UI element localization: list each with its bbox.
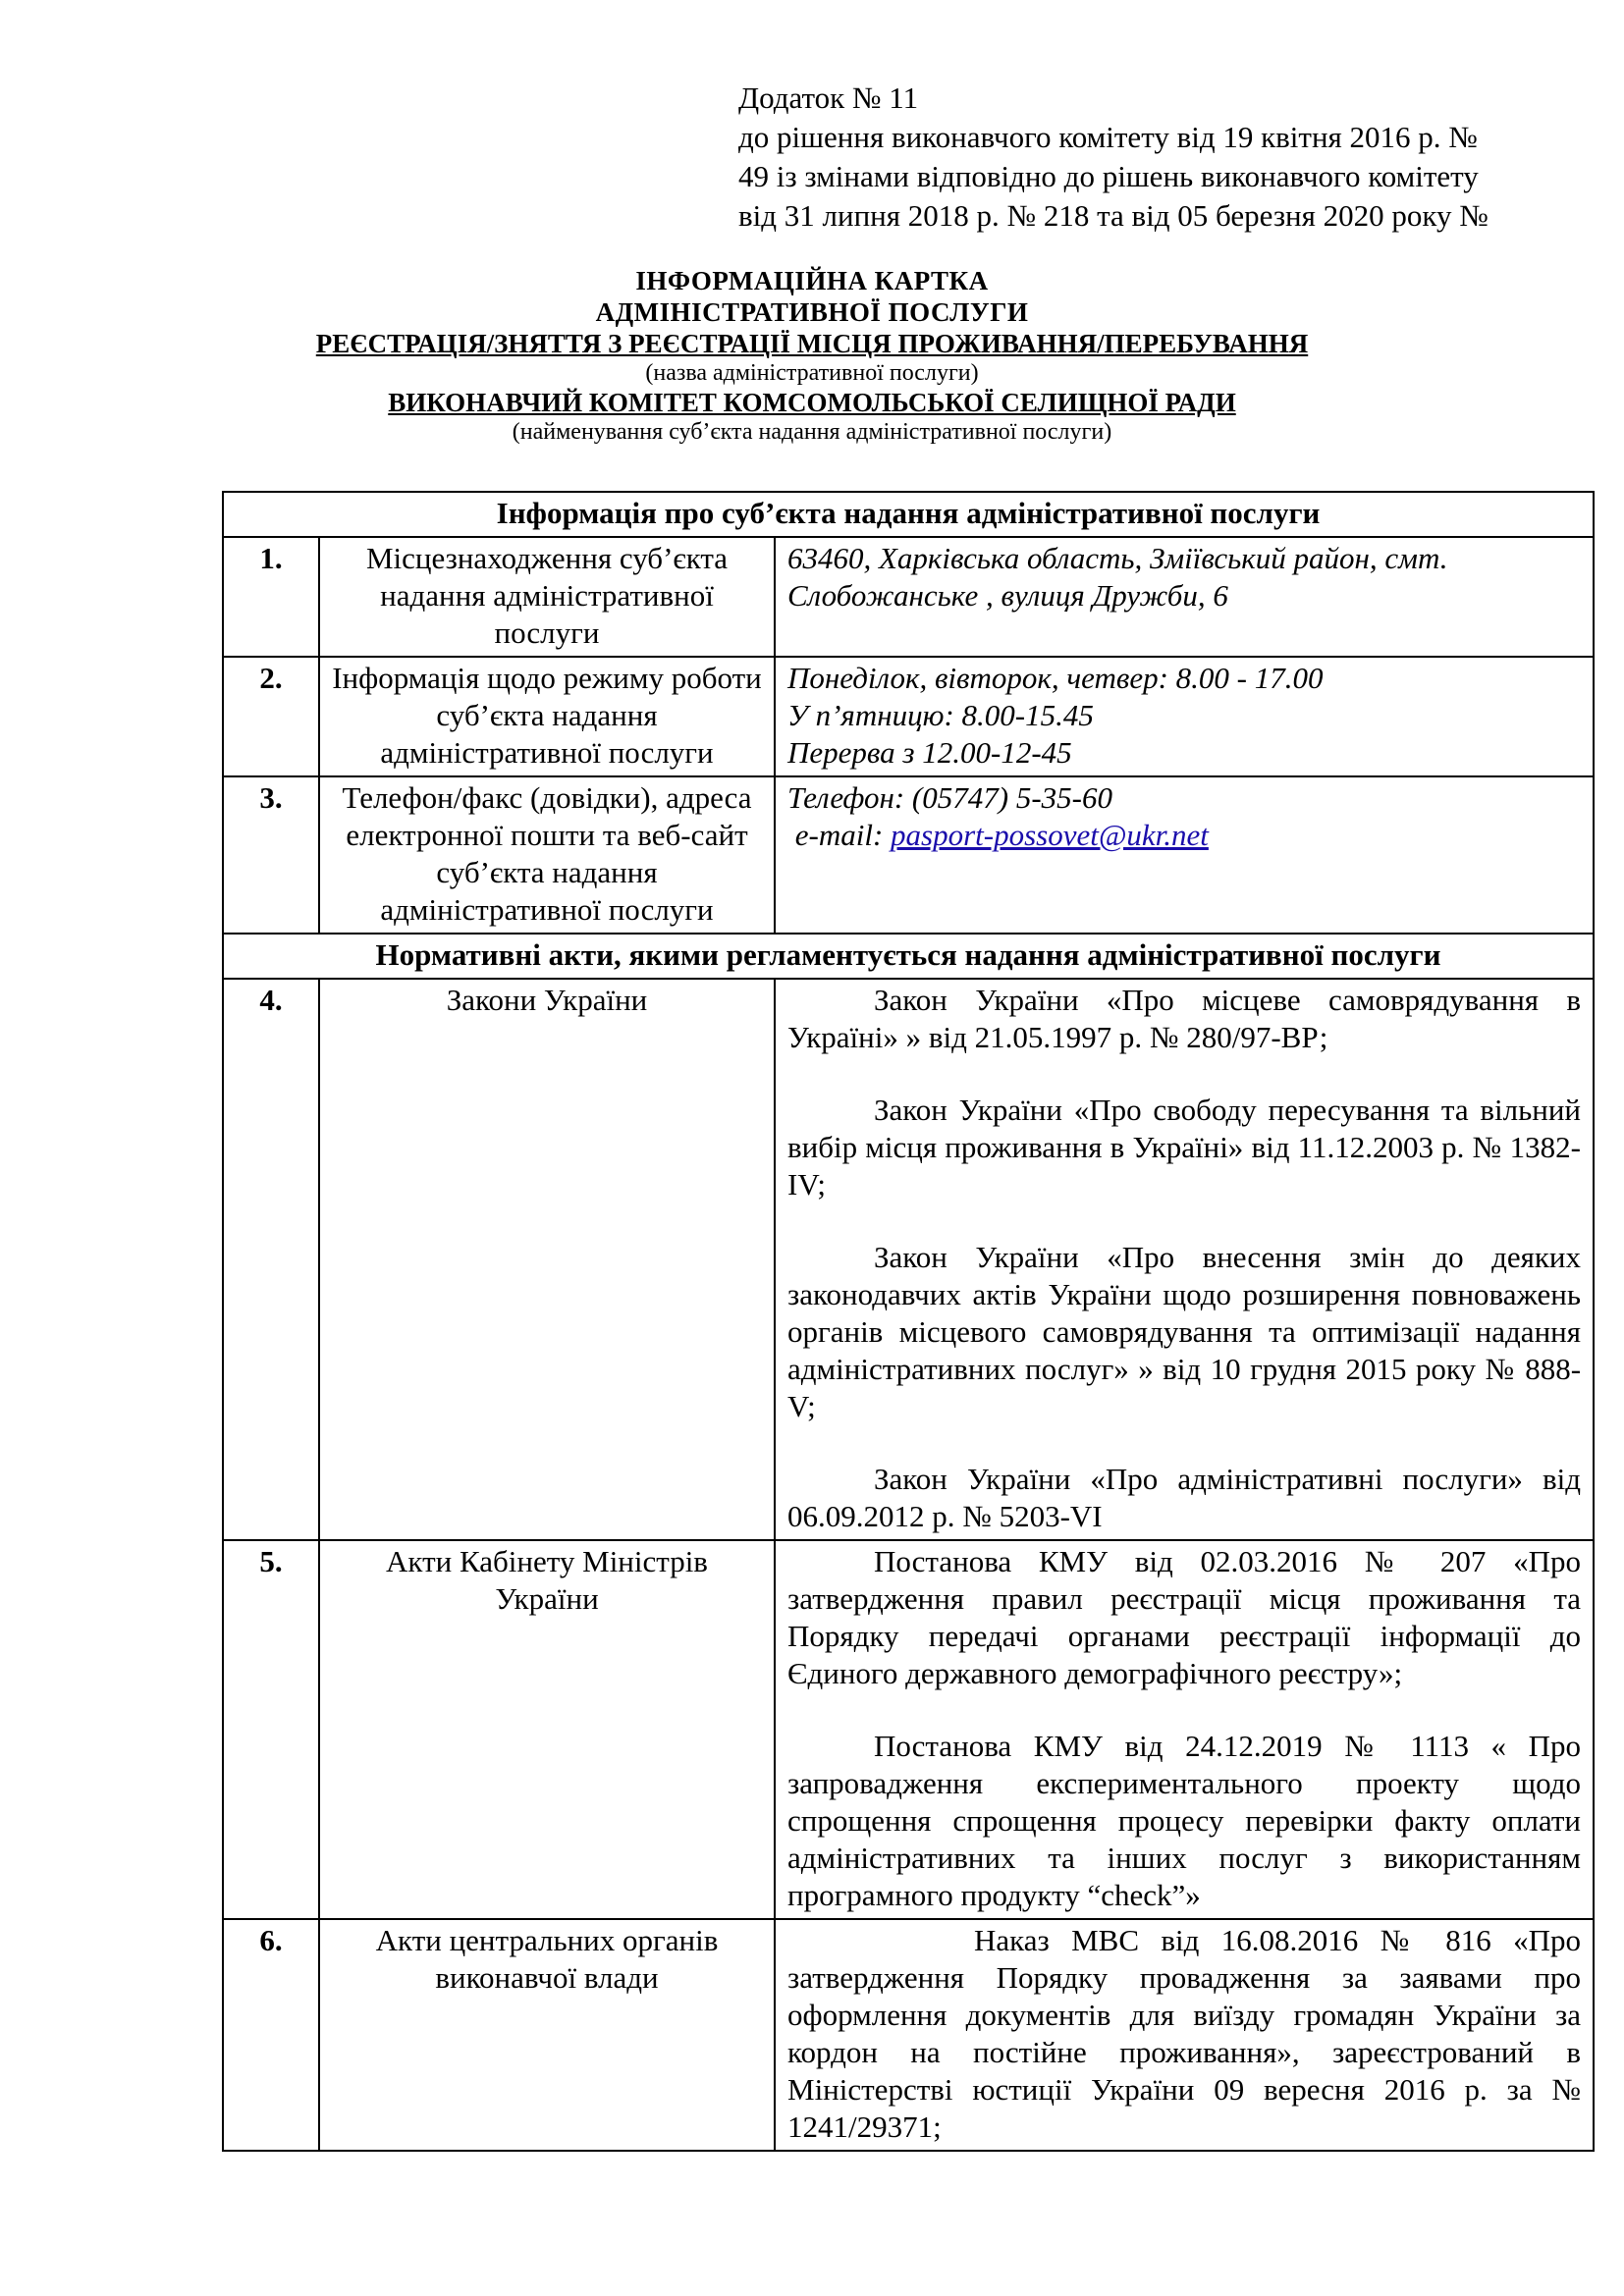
row-value-cabinet-acts	[775, 1540, 1594, 1919]
heading-title-line1: ІНФОРМАЦІЙНА КАРТКА	[635, 266, 989, 295]
subject-name-caption: (найменування суб’єкта надання адміністративної послуги)	[512, 419, 1112, 445]
law-act: Закон України «Про адміністративні послуги» від 06.09.2012 р. № 5203-VI	[787, 1462, 1582, 1533]
row-number: 6.	[223, 1919, 319, 2151]
row-label: Акти Кабінету Міністрів України	[319, 1540, 775, 1919]
row-label: Місцезнаходження суб’єкта надання адміністративної послуги	[319, 537, 775, 657]
appendix-line: до рішення виконавчого комітету від 19 квітня 2016 р. №	[738, 120, 1478, 154]
row-number: 1.	[223, 537, 319, 657]
document-heading	[0, 265, 1624, 446]
schedule-line: Понеділок, вівторок, четвер: 8.00 - 17.00	[787, 661, 1324, 695]
cabinet-act: Постанова КМУ від 24.12.2019 № 1113 « Про запровадження експериментального проекту щодо спрощення спрощення процесу перевірки факту оплати адміністративних та інших послуг з використанням програмного продукту “check”»	[787, 1729, 1582, 1912]
law-act: Закон України «Про внесення змін до деяких законодавчих актів України щодо розширення повноважень органів місцевого самоврядування та оптимізації надання адміністративних послуг» » від 10 грудня 2015 року № 888-V;	[787, 1240, 1582, 1423]
service-name-caption: (назва адміністративної послуги)	[645, 360, 979, 386]
email-line	[787, 817, 1581, 854]
appendix-note	[738, 79, 1524, 236]
info-card-table	[222, 491, 1595, 2152]
table-row	[223, 1540, 1594, 1919]
table-row	[223, 776, 1594, 934]
section-row-subject-info	[223, 492, 1594, 537]
table-row	[223, 657, 1594, 776]
phone-text: Телефон: (05747) 5-35-60	[787, 780, 1112, 815]
row-value-central-acts	[775, 1919, 1594, 2151]
schedule-line: Перерва з 12.00-12-45	[787, 735, 1072, 770]
law-act: Закон України «Про свободу пересування та вільний вибір місця проживання в Україні» від 11.12.2003 р. № 1382-IV;	[787, 1093, 1582, 1201]
cabinet-act: Постанова КМУ від 02.03.2016 № 207 «Про затвердження правил реєстрації місця проживання та Порядку передачі органами реєстрації інформації до Єдиного державного демографічного реєстру»;	[787, 1544, 1582, 1690]
row-label: Закони України	[319, 979, 775, 1540]
law-act: Закон України «Про місцеве самоврядування в Україні» » від 21.05.1997 р. № 280/97-ВР;	[787, 983, 1582, 1054]
row-label: Телефон/факс (довідки), адреса електронної пошти та веб-сайт суб’єкта надання адміністративної послуги	[319, 776, 775, 934]
appendix-line: від 31 липня 2018 р. № 218 та від 05 березня 2020 року №	[738, 198, 1489, 233]
schedule-line: У п’ятницю: 8.00-15.45	[787, 698, 1094, 732]
row-label: Інформація щодо режиму роботи суб’єкта надання адміністративної послуги	[319, 657, 775, 776]
row-value-address: 63460, Харківська область, Зміївський район, смт. Слобожанське , вулиця Дружби, 6	[775, 537, 1594, 657]
heading-title-line2: АДМІНІСТРАТИВНОЇ ПОСЛУГИ	[595, 297, 1029, 327]
table-row	[223, 1919, 1594, 2151]
appendix-line: Додаток № 11	[738, 80, 919, 115]
service-name: РЕЄСТРАЦІЯ/ЗНЯТТЯ З РЕЄСТРАЦІЇ МІСЦЯ ПРОЖИВАННЯ/ПЕРЕБУВАННЯ	[315, 329, 1309, 358]
row-value-laws	[775, 979, 1594, 1540]
section-row-regulations	[223, 934, 1594, 979]
email-prefix: e-mail:	[787, 818, 892, 852]
section-title: Нормативні акти, якими регламентується надання адміністративної послуги	[223, 934, 1594, 979]
row-number: 3.	[223, 776, 319, 934]
row-number: 5.	[223, 1540, 319, 1919]
section-title: Інформація про суб’єкта надання адміністративної послуги	[223, 492, 1594, 537]
row-number: 4.	[223, 979, 319, 1540]
email-link[interactable]: pasport-possovet@ukr.net	[891, 818, 1209, 852]
row-value-schedule	[775, 657, 1594, 776]
row-label: Акти центральних органів виконавчої влади	[319, 1919, 775, 2151]
row-number: 2.	[223, 657, 319, 776]
central-act: Наказ МВС від 16.08.2016 № 816 «Про затвердження Порядку провадження за заявами про оформлення документів для виїзду громадян України за кордон на постійне проживання», зареєстрований в Міністерстві юстиції України 09 вересня 2016 р. за № 1241/29371;	[787, 1923, 1582, 2144]
table-row	[223, 537, 1594, 657]
appendix-line: 49 із змінами відповідно до рішень виконавчого комітету	[738, 159, 1479, 193]
subject-name: ВИКОНАВЧИЙ КОМІТЕТ КОМСОМОЛЬСЬКОЇ СЕЛИЩНОЇ РАДИ	[388, 388, 1236, 417]
table-row	[223, 979, 1594, 1540]
row-value-contacts	[775, 776, 1594, 934]
